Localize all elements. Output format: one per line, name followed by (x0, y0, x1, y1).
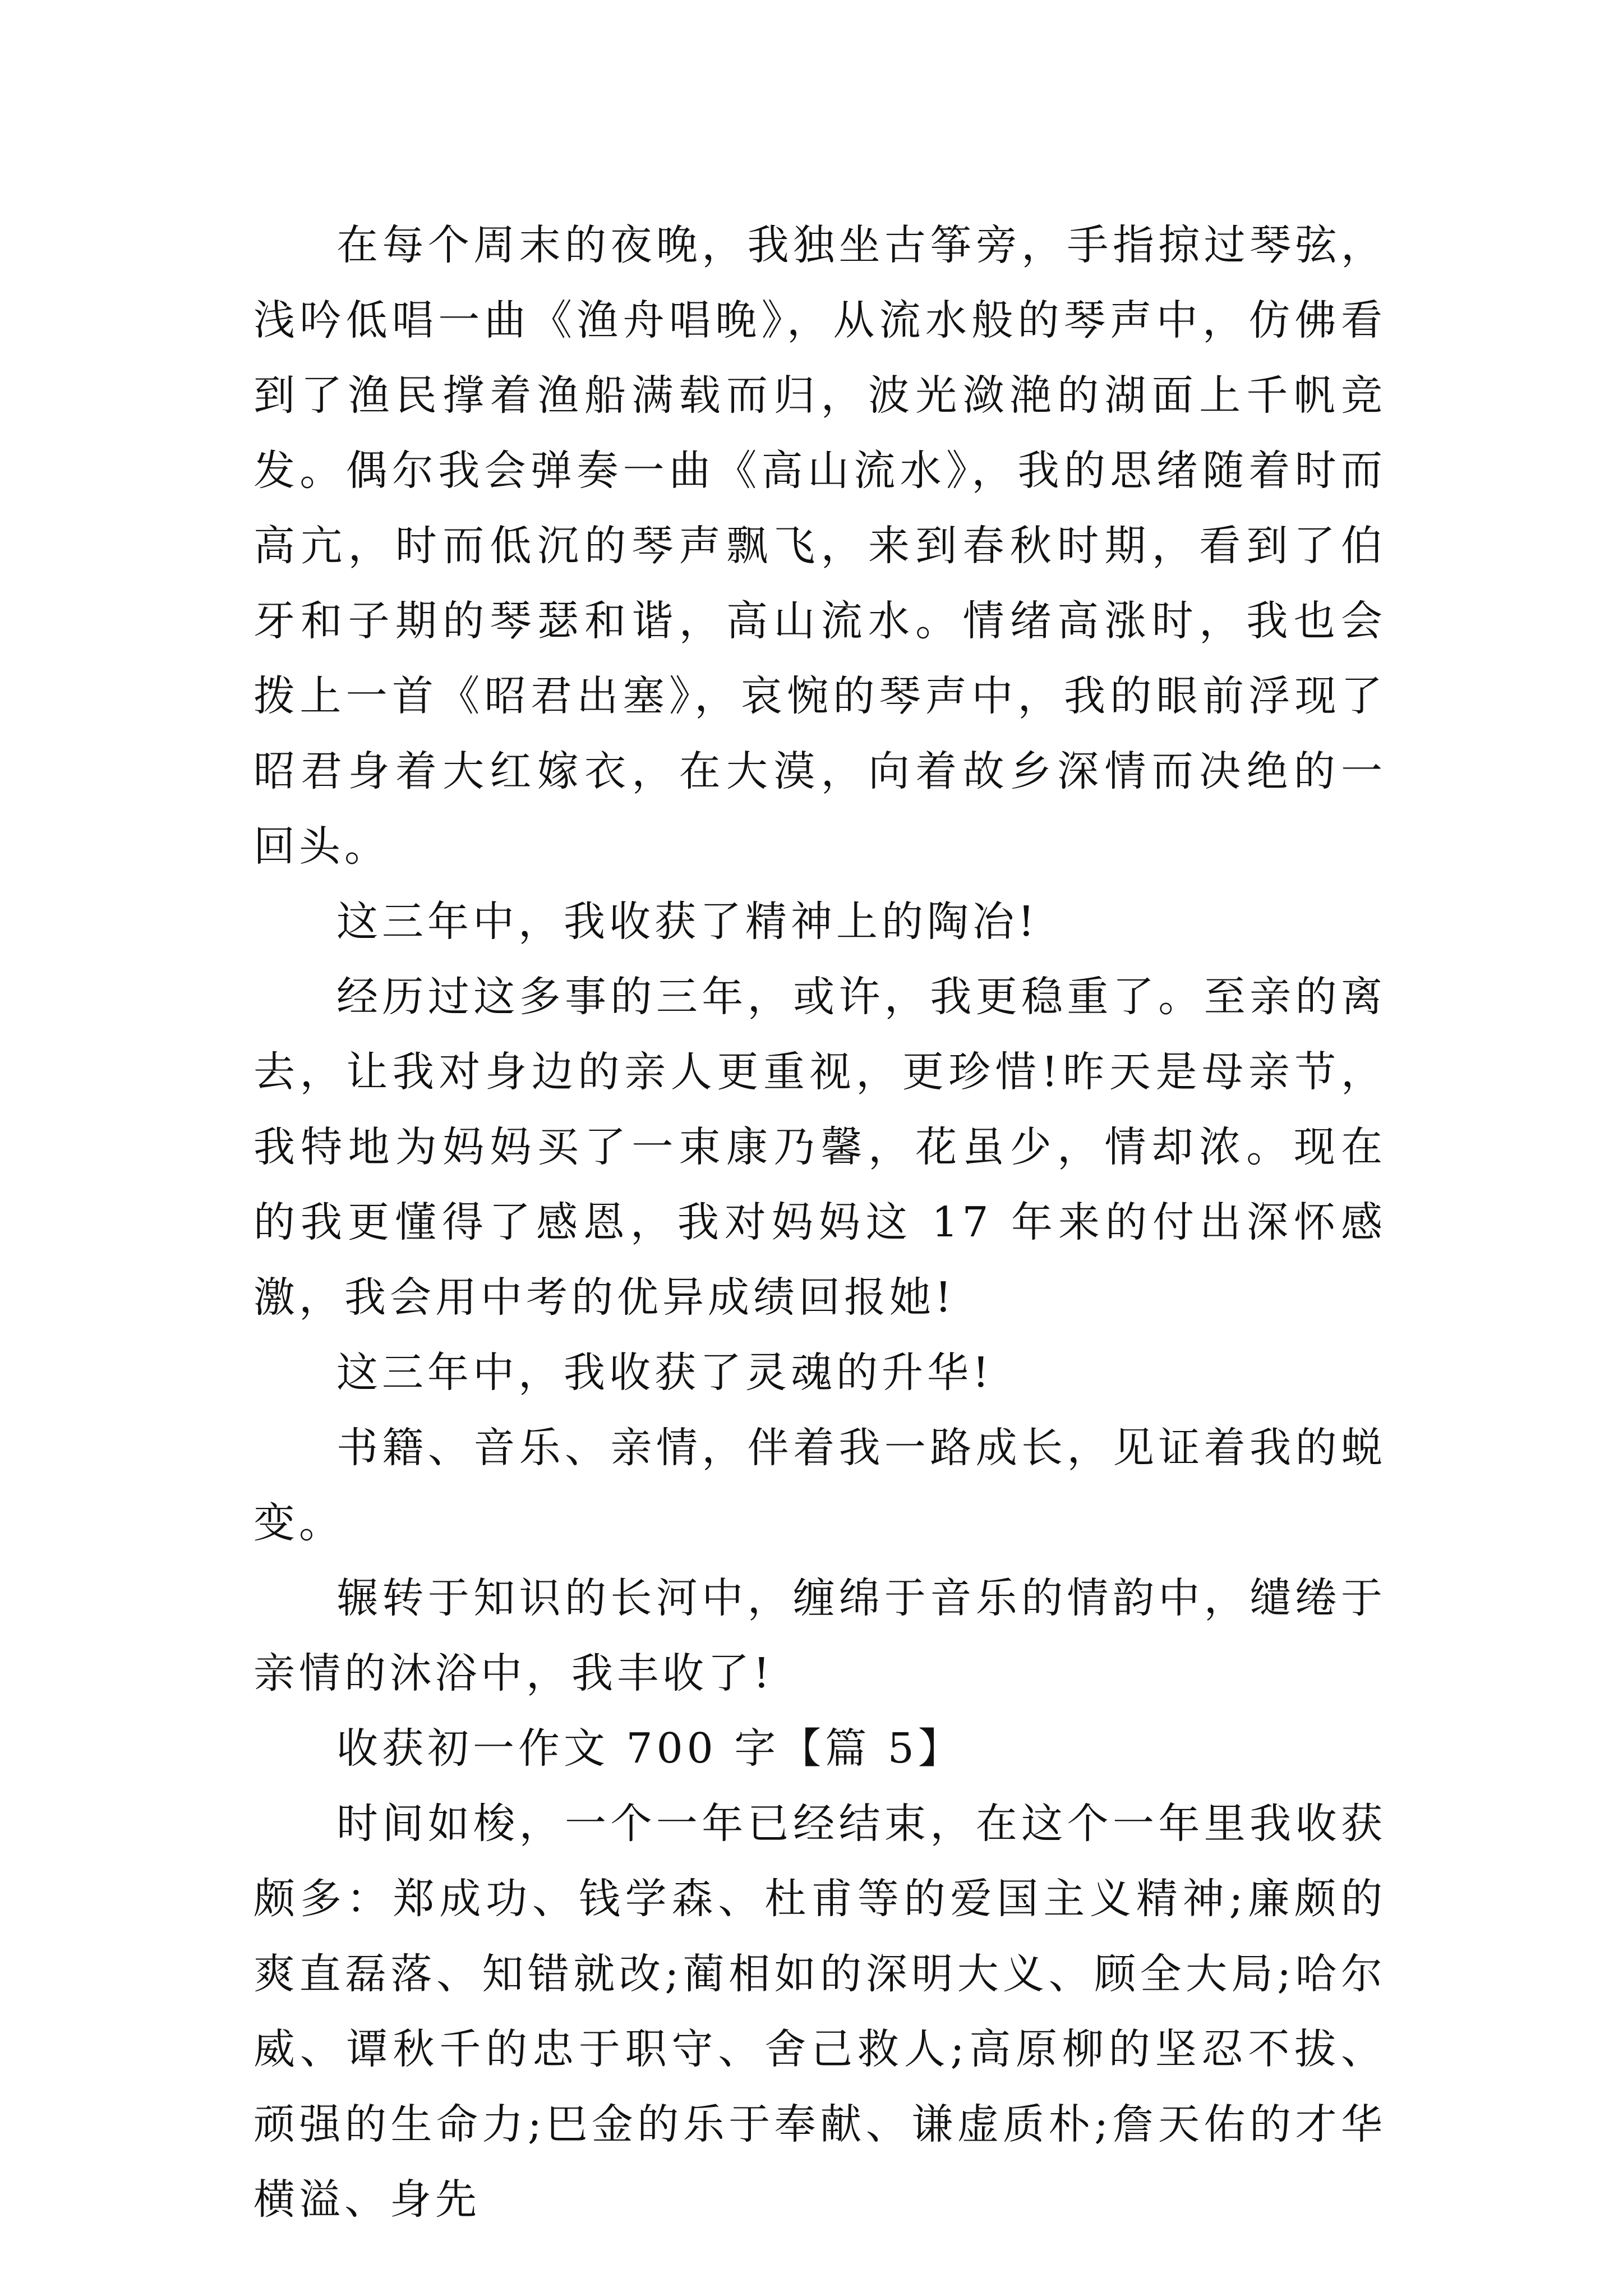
paragraph-growth: 书籍、音乐、亲情，伴着我一路成长，见证着我的蜕变。 (253, 1424, 1386, 1547)
section-heading: 收获初一作文 700 字【篇 5】 (336, 1724, 963, 1773)
paragraph-year-harvest: 时间如梭，一个一年已经结束，在这个一年里我收获颇多：郑成功、钱学森、杜甫等的爱国主义精神;廉颇的爽直磊落、知错就改;蔺相如的深明大义、顾全大局;哈尔威、谭秋千的忠于职守、舍己救人;高原柳的坚忍不拔、顽强的生命力;巴金的乐于奉献、谦虚质朴;詹天佑的才华横溢、身先 (253, 1800, 1386, 2224)
paragraph-spiritual-cultivation: 这三年中，我收获了精神上的陶冶! (336, 898, 1039, 946)
paragraph-soul-sublimation: 这三年中，我收获了灵魂的升华! (336, 1349, 993, 1397)
body-text (253, 208, 1386, 2237)
paragraph-harvest: 辗转于知识的长河中，缠绵于音乐的情韵中，缱绻于亲情的沐浴中，我丰收了! (253, 1574, 1386, 1697)
paragraph-guzheng: 在每个周末的夜晚，我独坐古筝旁，手指掠过琴弦，浅吟低唱一曲《渔舟唱晚》，从流水般的琴声中，仿佛看到了渔民撑着渔船满载而归，波光潋滟的湖面上千帆竞发。偶尔我会弹奏一曲《高山流水》，我的思绪随着时而高亢，时而低沉的琴声飘飞，来到春秋时期，看到了伯牙和子期的琴瑟和谐，高山流水。情绪高涨时，我也会拨上一首《昭君出塞》，哀惋的琴声中，我的眼前浮现了昭君身着大红嫁衣，在大漠，向着故乡深情而决绝的一回头。 (253, 221, 1386, 871)
paragraph-family: 经历过这多事的三年，或许，我更稳重了。至亲的离去，让我对身边的亲人更重视，更珍惜!昨天是母亲节，我特地为妈妈买了一束康乃馨，花虽少，情却浓。现在的我更懂得了感恩，我对妈妈这 17 年来的付出深怀感激，我会用中考的优异成绩回报她! (253, 973, 1386, 1322)
